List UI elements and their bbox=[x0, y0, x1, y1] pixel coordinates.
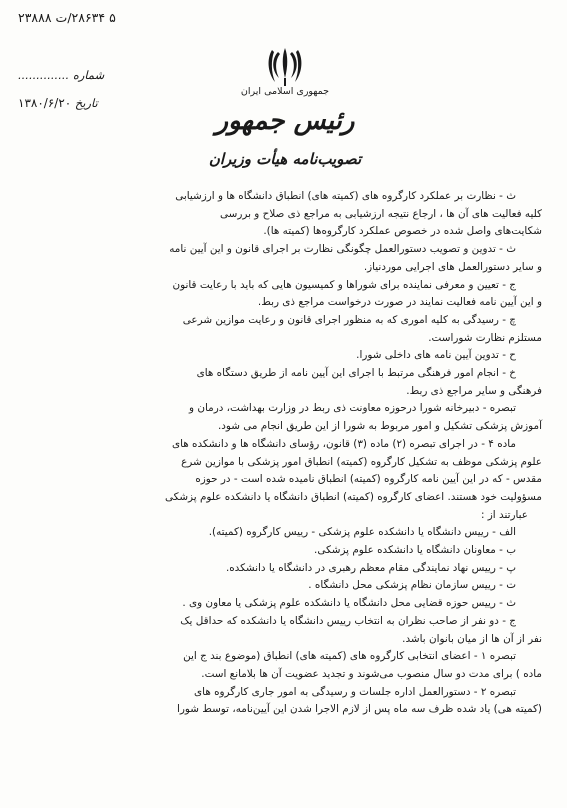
body-line: ح - تدوین آیین نامه های داخلی شورا. bbox=[356, 349, 516, 362]
body-line: ماده ۴ - در اجرای تبصره (۲) ماده (۳) قانون، رؤسای دانشگاه ها و دانشکده های bbox=[171, 437, 516, 450]
president-title: رئیس جمهور bbox=[215, 106, 355, 136]
body-line: مسؤولیت خود هستند. اعضای کارگروه (کمیته) انطباق دانشگاه یا دانشکده علوم پزشکی bbox=[164, 490, 542, 503]
body-line: خ - انجام امور فرهنگی مرتبط با اجرای این آیین نامه از طریق دستگاه های bbox=[196, 367, 516, 380]
body-line: پ - رییس نهاد نمایندگی مقام معظم رهبری در دانشگاه یا دانشکده. bbox=[225, 561, 516, 574]
body-line: ث - نظارت بر عملکرد کارگروه های (کمیته های) انطباق دانشگاه ها و ارزشیابی bbox=[175, 190, 516, 202]
body-line: آموزش پزشکی تشکیل و امور مربوط به شورا از این طریق انجام می شود. bbox=[217, 420, 542, 433]
document-body bbox=[58, 188, 542, 719]
body-line: (کمیته هی) یاد شده ظرف سه ماه پس از لازم الاجرا شدن این آیین‌نامه، توسط شورا bbox=[176, 703, 542, 716]
body-line: مقدس - که در این آیین نامه کارگروه (کمیته) انطباق نامیده شده است - در حوزه bbox=[195, 473, 542, 486]
body-line: شکایت‌های واصل شده در خصوص عملکرد کارگروه‌ها (کمیته ها). bbox=[263, 225, 542, 238]
body-line: و این آیین نامه فعالیت نمایند در صورت درخواست مراجع ذی ربط. bbox=[257, 296, 542, 309]
body-line: عبارتند از : bbox=[480, 508, 528, 521]
body-line: ج - تعیین و معرفی نماینده برای شوراها و کمیسیون هایی که باید با رعایت قانون bbox=[172, 278, 516, 291]
body-line: چ - رسیدگی به کلیه اموری که به منظور اجرای قانون و رعایت موازین شرعی bbox=[182, 313, 516, 326]
body-line: علوم پزشکی موظف به تشکیل کارگروه (کمیته) انطباق امور پزشکی با موازین شرع bbox=[181, 455, 542, 468]
iran-emblem-icon bbox=[265, 44, 305, 88]
body-line: الف - رییس دانشگاه یا دانشکده علوم پزشکی - رییس کارگروه (کمیته). bbox=[208, 526, 516, 539]
number-field: شماره .............. bbox=[18, 68, 105, 82]
body-line: ماده ) برای مدت دو سال منصوب می‌شوند و تجدید عضویت آن ها بلامانع است. bbox=[201, 667, 542, 680]
body-line: فرهنگی و سایر مراجع ذی ربط. bbox=[406, 384, 542, 397]
body-line: و سایر دستورالعمل های اجرایی موردنیاز. bbox=[363, 260, 542, 273]
body-line: کلیه فعالیت های آن ها ، ارجاع نتیجه ارزشیابی به مراجع ذی صلاح و بررسی bbox=[219, 207, 542, 220]
body-line: تبصره ۲ - دستورالعمل اداره جلسات و رسیدگی به امور جاری کارگروه های bbox=[194, 685, 516, 698]
body-line: تبصره ۱ - اعضای انتخابی کارگروه های (کمیته های) انطباق (موضوع بند ج این bbox=[183, 650, 516, 663]
body-line: تبصره - دبیرخانه شورا درحوزه معاونت ذی ربط در وزارت بهداشت، درمان و bbox=[189, 402, 516, 415]
body-line: مستلزم نظارت شوراست. bbox=[428, 331, 542, 344]
cabinet-approval-title: تصویب‌نامه هیأت وزیران bbox=[208, 150, 362, 168]
body-line: نفر از آن ها از میان بانوان باشد. bbox=[402, 632, 542, 645]
date-value: ۱۳۸۰/۶/۲۰ bbox=[18, 96, 72, 110]
body-line: ب - معاونان دانشگاه یا دانشکده علوم پزشکی. bbox=[314, 544, 516, 557]
body-line: ث - تدوین و تصویب دستورالعمل چگونگی نظارت بر اجرای قانون و این آیین نامه bbox=[169, 243, 516, 256]
date-label: تاریخ bbox=[74, 96, 98, 110]
body-line: ت - رییس سازمان نظام پزشکی محل دانشگاه . bbox=[308, 579, 516, 592]
document-number: ۵ ۲۸۶۳۴/ت ۲۳۸۸۸ bbox=[18, 10, 116, 25]
body-line: ث - رییس حوزه قضایی محل دانشگاه یا دانشکده علوم پزشکی یا معاون وی . bbox=[182, 597, 516, 610]
republic-title: جمهوری اسلامی ایران bbox=[240, 86, 330, 97]
body-line: ج - دو نفر از صاحب نظران به انتخاب رییس دانشگاه یا دانشکده که حداقل یک bbox=[180, 614, 516, 627]
date-field bbox=[18, 96, 98, 110]
number-label: شماره bbox=[72, 68, 105, 82]
